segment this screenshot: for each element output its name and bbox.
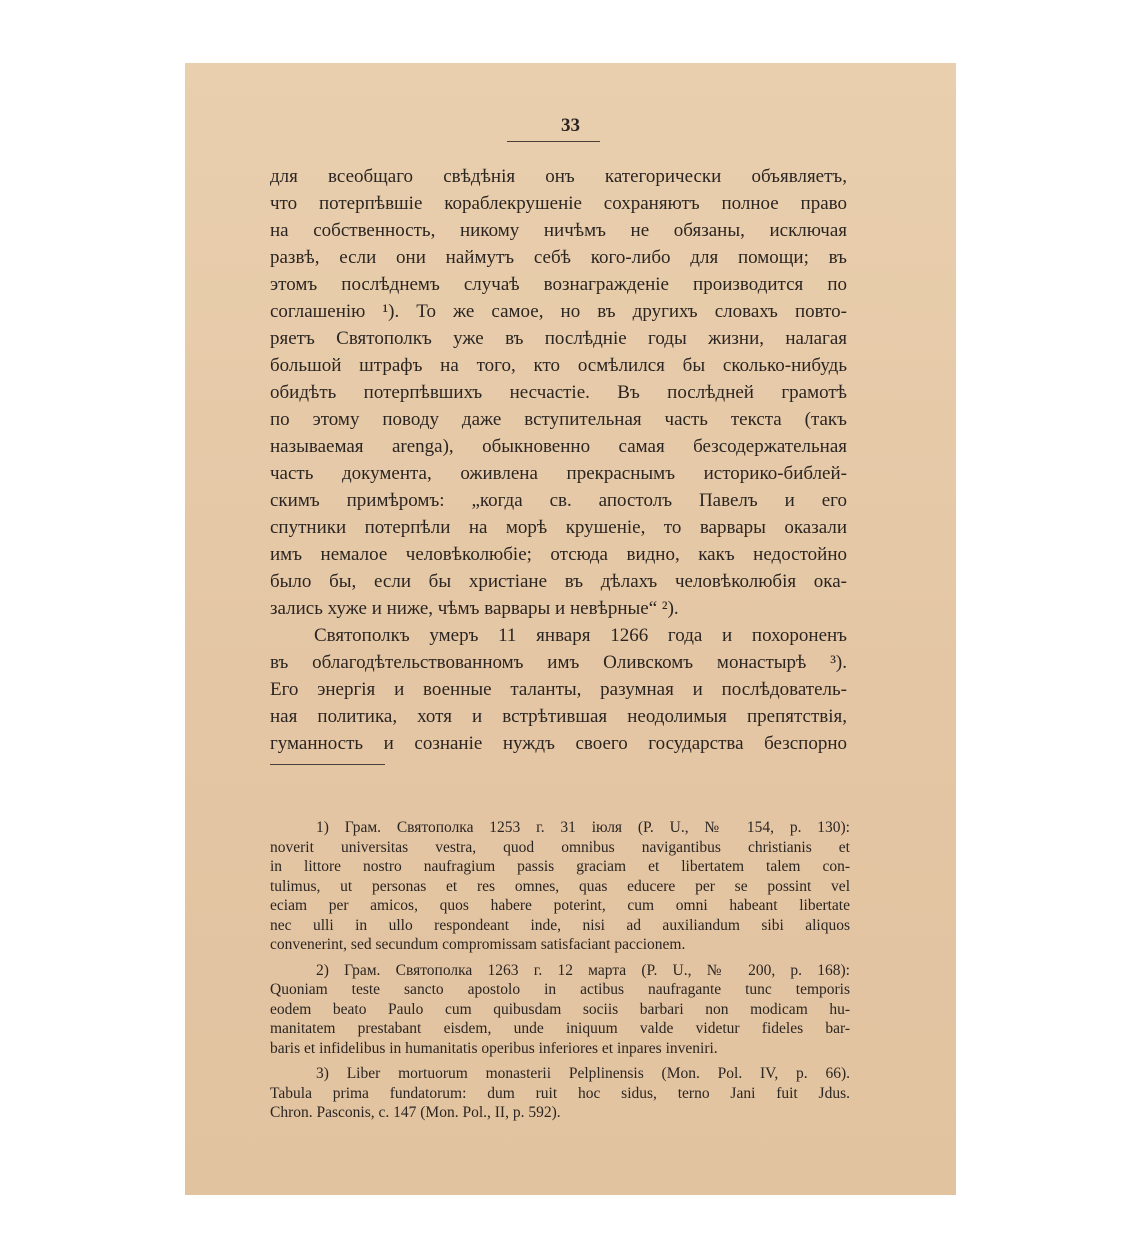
text-line: спутники потерпѣли на морѣ крушеніе, то варвары оказали — [270, 517, 847, 538]
footnote-line: in littore nostro naufragium passis graciam et libertatem talem con- — [270, 858, 850, 875]
text-line: по этому поводу даже вступительная часть текста (такъ — [270, 409, 847, 430]
main-text — [270, 163, 847, 757]
footnote-2 — [270, 961, 850, 1059]
footnote-line: 2) Грам. Святополка 1263 г. 12 марта (P. U., № 200, p. 168): — [316, 961, 850, 979]
footnotes — [270, 818, 850, 1129]
footnote-3 — [270, 1064, 850, 1123]
footnote-line: baris et infidelibus in humanitatis operibus inferiores et inpares inveniri. — [270, 1039, 718, 1057]
footnote-1 — [270, 818, 850, 955]
text-line: имъ немалое человѣколюбіе; отсюда видно, какъ недостойно — [270, 544, 847, 565]
text-line: на собственность, никому ничѣмъ не обязаны, исключая — [270, 220, 847, 241]
text-line: соглашенію ¹). То же самое, но въ другихъ словахъ повто- — [270, 301, 847, 322]
book-page — [185, 63, 956, 1195]
footnote-line: eciam per amicos, quos habere poterint, cum omni habeant libertate — [270, 897, 850, 914]
text-line: что потерпѣвшіе кораблекрушеніе сохраняютъ полное право — [270, 193, 847, 214]
text-line: въ облагодѣтельствованномъ имъ Оливскомъ монастырѣ ³). — [270, 652, 847, 673]
footnote-line: tulimus, ut personas et res omnes, quas educere per se possint vel — [270, 877, 850, 895]
text-line: Святополкъ умеръ 11 января 1266 года и похороненъ — [314, 625, 847, 646]
footnote-separator — [270, 764, 385, 765]
text-line: называемая arenga), обыкновенно самая безсодержательная — [270, 436, 847, 457]
footnote-line: manitatem prestabant eisdem, unde iniquum valde videtur fideles bar- — [270, 1020, 850, 1037]
text-line: обидѣть потерпѣвшихъ несчастіе. Въ послѣдней грамотѣ — [270, 382, 847, 403]
text-line: ряетъ Святополкъ уже въ послѣдніе годы жизни, налагая — [270, 328, 847, 349]
footnote-line: 3) Liber mortuorum monasterii Pelplinensis (Mon. Pol. IV, p. 66). — [316, 1065, 850, 1082]
text-line: развѣ, если они наймутъ себѣ кого-либо для помощи; въ — [270, 247, 847, 268]
text-line: часть документа, оживлена прекраснымъ историко-библей- — [270, 463, 847, 484]
footnote-line: Chron. Pasconis, c. 147 (Mon. Pol., II, p. 592). — [270, 1104, 561, 1121]
footnote-line: nec ulli in ullo respondeant inde, nisi ad auxiliandum sibi aliquos — [270, 916, 850, 934]
footnote-line: convenerint, sed secundum compromissam satisfaciant paccionem. — [270, 936, 686, 953]
page-number: 33 — [561, 115, 580, 136]
text-line: ная политика, хотя и встрѣтившая неодолимыя препятствія, — [270, 706, 847, 727]
text-line: было бы, если бы христіане въ дѣлахъ человѣколюбія ока- — [270, 571, 847, 592]
footnote-line: Quoniam teste sancto apostolo in actibus naufragante tunc temporis — [270, 981, 850, 998]
text-line: для всеобщаго свѣдѣнія онъ категорически объявляетъ, — [270, 166, 847, 187]
text-line: Его энергія и военные таланты, разумная и послѣдователь- — [270, 679, 847, 700]
footnote-line: noverit universitas vestra, quod omnibus navigantibus christianis et — [270, 838, 850, 856]
text-line: гуманность и сознаніе нуждъ своего государства безспорно — [270, 733, 847, 754]
text-line: большой штрафъ на того, кто осмѣлился бы сколько-нибудь — [270, 355, 847, 376]
footnote-line: eodem beato Paulo cum quibusdam sociis barbari non modicam hu- — [270, 1000, 850, 1018]
text-line: зались хуже и ниже, чѣмъ варвары и невѣрные“ ²). — [270, 598, 679, 619]
text-line: этомъ послѣднемъ случаѣ вознагражденіе производится по — [270, 274, 847, 295]
footnote-line: Tabula prima fundatorum: dum ruit hoc sidus, terno Jani fuit Jdus. — [270, 1084, 850, 1102]
footnote-line: 1) Грам. Святополка 1253 г. 31 іюля (P. U., № 154, p. 130): — [316, 819, 850, 836]
page-number-rule — [507, 141, 600, 142]
text-line: скимъ примѣромъ: „когда св. апостолъ Павелъ и его — [270, 490, 847, 511]
